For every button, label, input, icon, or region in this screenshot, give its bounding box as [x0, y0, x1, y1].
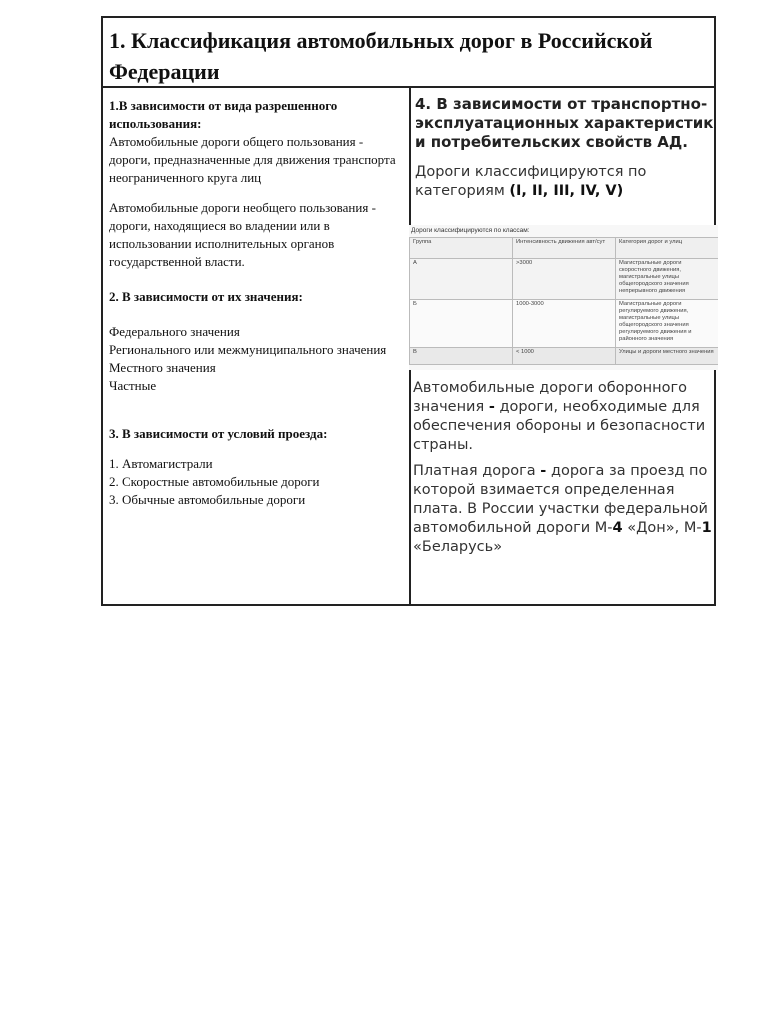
title-row	[103, 18, 714, 88]
road1-name: «Дон»,	[627, 520, 684, 536]
table-cell: Б	[410, 300, 513, 348]
toll-text: дорога за проезд по которой взимается определенная плата. В России участки федеральной автомобильной дороги	[413, 463, 708, 536]
table-cell: Улицы и дороги местного значения	[616, 348, 719, 365]
table-header: Интенсивность движения авт/сут	[513, 238, 616, 259]
table-cell: 1000-3000	[513, 300, 616, 348]
table-cell: Магистральные дороги скоростного движения, магистральные улицы общегородского значения непрерывного движения	[616, 259, 719, 300]
road2-name: «Беларусь»	[413, 539, 503, 555]
section1-heading: 1.В зависимости от вида разрешенного использования:	[109, 98, 338, 131]
section3-item: 3. Обычные автомобильные дороги	[109, 492, 306, 507]
section2-item: Регионального или межмуниципального значения	[109, 342, 387, 357]
defense-dash: -	[488, 399, 495, 415]
table-header-row	[410, 238, 719, 259]
table-cell: Магистральные дороги регулируемого движения, магистральные улицы общегородского значения регулируемого движения и районного значения	[616, 300, 719, 348]
right-column	[415, 95, 715, 201]
section4-heading: 4. В зависимости от транспортно-эксплуатационных характеристик и потребительских свойств АД.	[415, 95, 714, 151]
table-row	[410, 348, 719, 365]
categories-list: (I, II, III, IV, V)	[509, 183, 624, 199]
section2-item: Частные	[109, 378, 157, 393]
toll-dash: -	[540, 463, 547, 479]
title-number: 1.	[109, 28, 126, 53]
table-header: Категория дорог и улиц	[616, 238, 719, 259]
section1-para2: Автомобильные дороги необщего пользования - дороги, находящиеся во владении или в использовании исполнительных органов государственной власти.	[109, 200, 376, 269]
defense-definition: дороги, необходимые для обеспечения обороны и безопасности страны.	[413, 399, 706, 453]
categories-text	[415, 163, 715, 201]
road2-number: 1	[701, 520, 712, 536]
defense-roads-para	[413, 379, 713, 455]
categories-label: Дороги классифицируются по категориям	[415, 164, 647, 199]
page-title	[109, 25, 708, 87]
table-cell: < 1000	[513, 348, 616, 365]
image-caption: Дороги классифицируются по классам:	[411, 227, 530, 234]
section2-item: Федерального значения	[109, 324, 240, 339]
defense-term: Автомобильные дороги оборонного значения	[413, 380, 687, 415]
road-class-table	[409, 237, 718, 365]
road-class-table-image	[409, 225, 718, 370]
title-text: Классификация автомобильных дорог в Российской Федерации	[109, 28, 653, 84]
section3-item: 2. Скоростные автомобильные дороги	[109, 474, 320, 489]
section1-para1: Автомобильные дороги общего пользования - дороги, предназначенные для движения транспорта неограниченного круга лиц	[109, 134, 396, 185]
table-cell: А	[410, 259, 513, 300]
section2-item: Местного значения	[109, 360, 216, 375]
table-row	[410, 259, 719, 300]
section3-item: 1. Автомагистрали	[109, 456, 213, 471]
toll-road-para	[413, 462, 713, 557]
road1-prefix: М-	[594, 520, 613, 536]
table-cell: >3000	[513, 259, 616, 300]
table-cell: В	[410, 348, 513, 365]
table-row	[410, 300, 719, 348]
table-header: Группа	[410, 238, 513, 259]
right-lower-text	[413, 379, 713, 557]
section2-heading: 2. В зависимости от их значения:	[109, 289, 303, 304]
left-column	[109, 97, 403, 509]
road2-prefix: М-	[683, 520, 702, 536]
road1-number: 4	[612, 520, 623, 536]
toll-term: Платная дорога	[413, 463, 536, 479]
section3-heading: 3. В зависимости от условий проезда:	[109, 426, 328, 441]
